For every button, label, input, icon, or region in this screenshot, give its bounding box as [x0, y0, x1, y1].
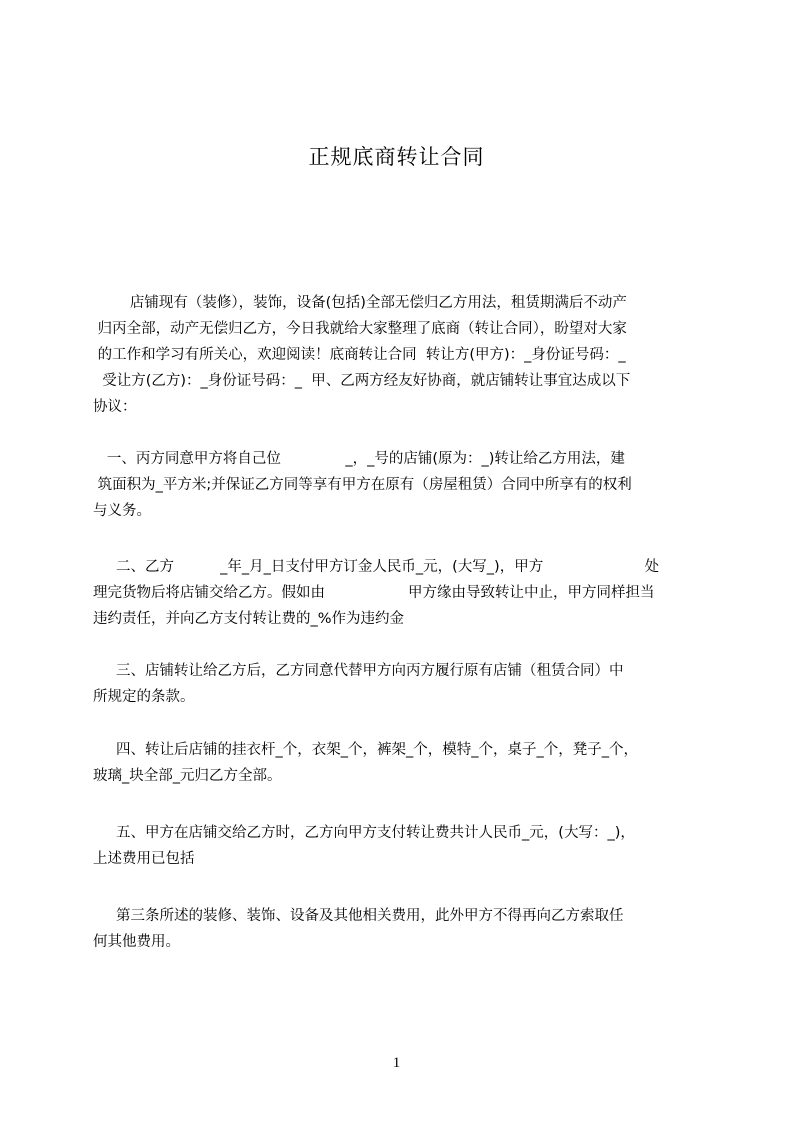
paragraph-clause-1: [93, 446, 703, 524]
text-line: 违约责任，并向乙方支付转让费的_%作为违约金: [93, 611, 405, 627]
document-title: 正规底商转让合同: [308, 145, 485, 169]
paragraph-clause-2: [93, 554, 703, 632]
text-line: 店铺现有（装修），装饰，设备(包括)全部无偿归乙方用法，租赁期满后不动产: [93, 295, 627, 311]
text-line: 受让方(乙方)：_身份证号码：_ 甲、乙两方经友好协商，就店铺转让事宜达成以下: [93, 373, 631, 389]
text-line: 与义务。: [93, 503, 151, 519]
text-line: 第三条所述的装修、装饰、设备及其他相关费用，此外甲方不得再向乙方索取任: [93, 908, 624, 924]
text-line: 归丙全部，动产无偿归乙方，今日我就给大家整理了底商（转让合同），盼望对大家: [93, 321, 627, 337]
paragraph-clause-4: [93, 737, 703, 789]
text-line: 所规定的条款。: [93, 689, 195, 705]
page-number: 1: [392, 1055, 401, 1071]
paragraph-clause-3: [93, 658, 703, 710]
text-line: 一、丙方同意甲方将自己位 _，_号的店铺(原为：_)转让给乙方用法，建: [93, 451, 625, 467]
text-line: 何其他费用。: [93, 934, 180, 950]
text-line: 二、乙方 _年_月_日支付甲方订金人民币_元，(大写_)，甲方 处: [93, 559, 660, 575]
paragraph-clause-5: [93, 820, 703, 872]
text-line: 上述费用已包括: [93, 851, 195, 867]
text-line: 的工作和学习有所关心，欢迎阅读！底商转让合同 转让方(甲方)：_身份证号码：_: [93, 347, 626, 363]
text-line: 四、转让后店铺的挂衣杆_个，衣架_个，裤架_个，模特_个，桌子_个，凳子_个，: [93, 742, 639, 758]
text-line: 五、甲方在店铺交给乙方时，乙方向甲方支付转让费共计人民币_元，(大写：_)，: [93, 825, 635, 841]
text-line: 三、店铺转让给乙方后，乙方同意代替甲方向丙方履行原有店铺（租赁合同）中: [93, 663, 624, 679]
text-line: 协议：: [93, 399, 137, 415]
text-line: 筑面积为_平方米;并保证乙方同等享有甲方在原有（房屋租赁）合同中所享有的权利: [93, 477, 632, 493]
text-line: 理完货物后将店铺交给乙方。假如由 甲方缘由导致转让中止，甲方同样担当: [93, 585, 655, 601]
paragraph-intro: [93, 290, 703, 420]
text-line: 玻璃_块全部_元归乙方全部。: [93, 768, 282, 784]
paragraph-article-3: [93, 903, 703, 955]
